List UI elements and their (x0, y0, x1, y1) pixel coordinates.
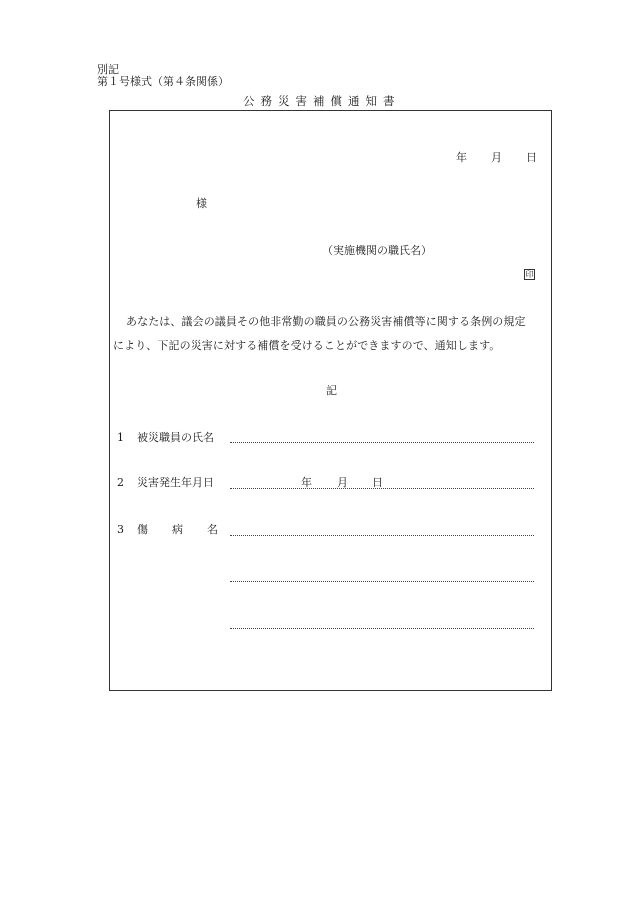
date-day-label: 日 (526, 151, 537, 164)
date-year-label: 年 (456, 151, 467, 164)
item-3-fill-line-3 (230, 628, 534, 629)
date-month-label: 月 (491, 151, 502, 164)
addressee-suffix: 様 (196, 197, 207, 210)
document-title: 公務災害補償通知書 (243, 94, 401, 108)
seal-mark (524, 267, 535, 281)
ki-label: 記 (326, 384, 337, 397)
seal-icon: 印 (525, 269, 534, 279)
form-frame (109, 110, 552, 691)
body-line-1: あなたは、議会の議員その他非常勤の職員の公務災害補償等に関する条例の規定 (126, 315, 526, 328)
item-2-year-label: 年 (301, 476, 312, 489)
form-number: 第１号様式（第４条関係） (97, 75, 229, 88)
item-3-fill-line-1 (230, 535, 534, 536)
issuer-title-label: （実施機関の職氏名） (322, 244, 432, 257)
item-1-fill-line (230, 442, 534, 443)
item-2-number: 2 (117, 476, 124, 489)
item-3-fill-line-2 (230, 581, 534, 582)
item-3-label-part-3: 名 (207, 523, 218, 536)
item-3-label-part-1: 傷 (137, 523, 148, 536)
item-1-number: 1 (117, 431, 124, 444)
item-3-label-part-2: 病 (172, 523, 183, 536)
annex-label: 別記 (97, 63, 119, 76)
item-1-label: 被災職員の氏名 (137, 431, 214, 444)
item-2-month-label: 月 (337, 476, 348, 489)
body-line-2: により、下記の災害に対する補償を受けることができますので、通知します。 (113, 339, 501, 352)
item-3-number: 3 (117, 523, 124, 536)
item-2-label: 災害発生年月日 (137, 476, 214, 489)
item-2-day-label: 日 (372, 476, 383, 489)
